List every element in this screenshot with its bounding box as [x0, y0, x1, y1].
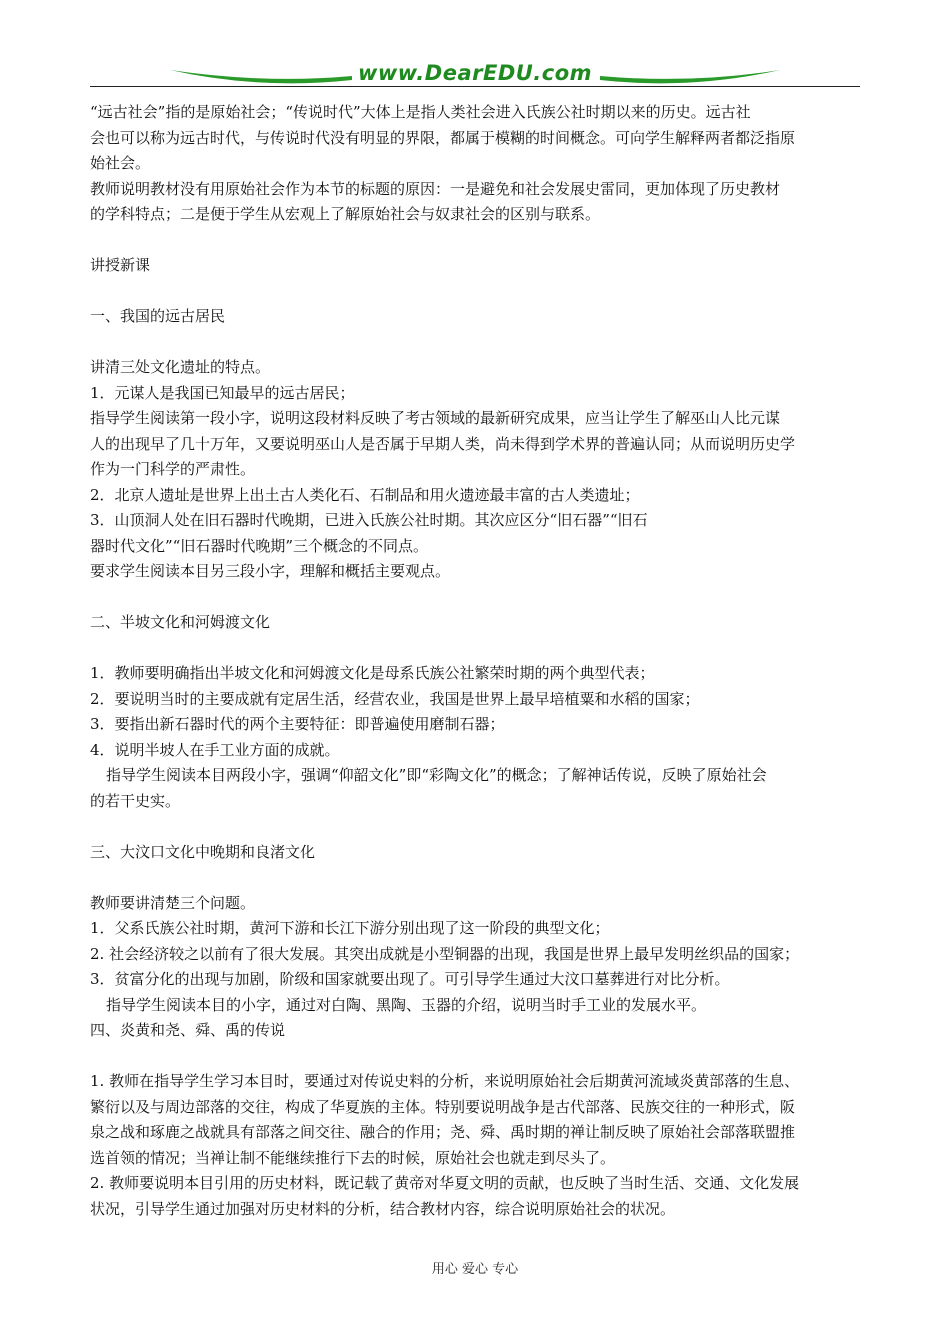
text-line: 指导学生阅读本目的小字，通过对白陶、黑陶、玉器的介绍，说明当时手工业的发展水平。	[106, 995, 707, 1014]
text-line: 指导学生阅读第一段小字，说明这段材料反映了考古领域的最新研究成果，应当让学生了解巫山人比元谋	[90, 409, 781, 427]
text-line: 的学科特点；二是便于学生从宏观上了解原始社会与奴隶社会的区别与联系。	[90, 205, 601, 223]
text-line: 4．说明半坡人在手工业方面的成就。	[90, 740, 340, 759]
text-line: 繁衍以及与周边部落的交往，构成了华夏族的主体。特别要说明战争是古代部落、民族交往的一种形式，阪	[90, 1097, 796, 1116]
blank-line	[90, 228, 865, 254]
site-logo[interactable]: www.DearEDU.com	[357, 61, 593, 85]
text-line: 教师说明教材没有用原始社会作为本节的标题的原因：一是避免和社会发展史雷同，更加体现了历史教材	[90, 179, 781, 198]
text-line: 讲授新课	[90, 256, 151, 274]
text-line: 1．父系氏族公社时期，黄河下游和长江下游分别出现了这一阶段的典型文化；	[90, 919, 610, 937]
blank-line	[90, 330, 865, 356]
text-line: 的若干史实。	[90, 791, 181, 810]
document-body	[90, 100, 865, 1222]
text-line: 二、半坡文化和河姆渡文化	[90, 613, 271, 631]
text-line: 2．要说明当时的主要成就有定居生活，经营农业，我国是世界上最早培植粟和水稻的国家；	[90, 689, 700, 708]
text-line: “远古社会”指的是原始社会；“传说时代”大体上是指人类社会进入氏族公社时期以来的历史。远古社	[90, 103, 751, 121]
blank-line	[90, 814, 865, 840]
text-line: 指导学生阅读本目两段小字，强调“仰韶文化”即“彩陶文化”的概念；了解神话传说，反映了原始社会	[106, 766, 767, 784]
text-line: 会也可以称为远古时代，与传说时代没有明显的界限，都属于模糊的时间概念。可向学生解释两者都泛指原	[90, 128, 796, 147]
text-line: 泉之战和琢鹿之战就具有部落之间交往、融合的作用；尧、舜、禹时期的禅让制反映了原始社会部落联盟推	[90, 1123, 796, 1141]
text-line: 3．要指出新石器时代的两个主要特征：即普遍使用磨制石器；	[90, 715, 505, 733]
text-line: 选首领的情况；当禅让制不能继续推行下去的时候，原始社会也就走到尽头了。	[90, 1148, 616, 1167]
text-line: 要求学生阅读本目另三段小字，理解和概括主要观点。	[90, 562, 451, 580]
text-line: 四、炎黄和尧、舜、禹的传说	[90, 1021, 286, 1039]
text-line: 三、大汶口文化中晚期和良渚文化	[90, 842, 316, 861]
text-line: 1. 教师在指导学生学习本目时，要通过对传说史料的分析，来说明原始社会后期黄河流域炎黄部落的生息、	[90, 1072, 800, 1090]
blank-line	[90, 1044, 865, 1070]
text-line: 1．教师要明确指出半坡文化和河姆渡文化是母系氏族公社繁荣时期的两个典型代表；	[90, 664, 655, 682]
site-header	[90, 60, 860, 92]
text-line: 人的出现早了几十万年，又要说明巫山人是否属于早期人类，尚未得到学术界的普遍认同；从而说明历史学	[90, 434, 796, 453]
blank-line	[90, 279, 865, 305]
text-line: 状况，引导学生通过加强对历史材料的分析，结合教材内容，综合说明原始社会的状况。	[90, 1199, 676, 1218]
text-line: 器时代文化”“旧石器时代晚期”三个概念的不同点。	[90, 536, 429, 555]
blank-line	[90, 636, 865, 662]
blank-line	[90, 865, 865, 891]
text-line: 3．贫富分化的出现与加剧，阶级和国家就要出现了。可引导学生通过大汶口墓葬进行对比分析。	[90, 970, 730, 988]
text-line: 讲清三处文化遗址的特点。	[90, 358, 271, 376]
header-divider	[90, 86, 860, 87]
text-line: 一、我国的远古居民	[90, 307, 226, 325]
text-line: 作为一门科学的严肃性。	[90, 460, 256, 478]
blank-line	[90, 585, 865, 611]
text-line: 教师要讲清楚三个问题。	[90, 893, 256, 912]
text-line: 始社会。	[90, 154, 151, 172]
text-line: 1．元谋人是我国已知最早的远古居民；	[90, 383, 355, 402]
text-line: 2. 社会经济较之以前有了很大发展。其突出成就是小型铜器的出现，我国是世界上最早发明丝织品的国家；	[90, 944, 800, 963]
text-line: 3．山顶洞人处在旧石器时代晚期，已进入氏族公社时期。其次应区分“旧石器”“旧石	[90, 511, 648, 529]
text-line: 2．北京人遗址是世界上出土古人类化石、石制品和用火遗迹最丰富的古人类遗址；	[90, 485, 640, 504]
text-line: 2. 教师要说明本目引用的历史材料，既记载了黄帝对华夏文明的贡献，也反映了当时生活、交通、文化发展	[90, 1174, 800, 1192]
page-footer: 用心 爱心 专心	[431, 1262, 519, 1277]
